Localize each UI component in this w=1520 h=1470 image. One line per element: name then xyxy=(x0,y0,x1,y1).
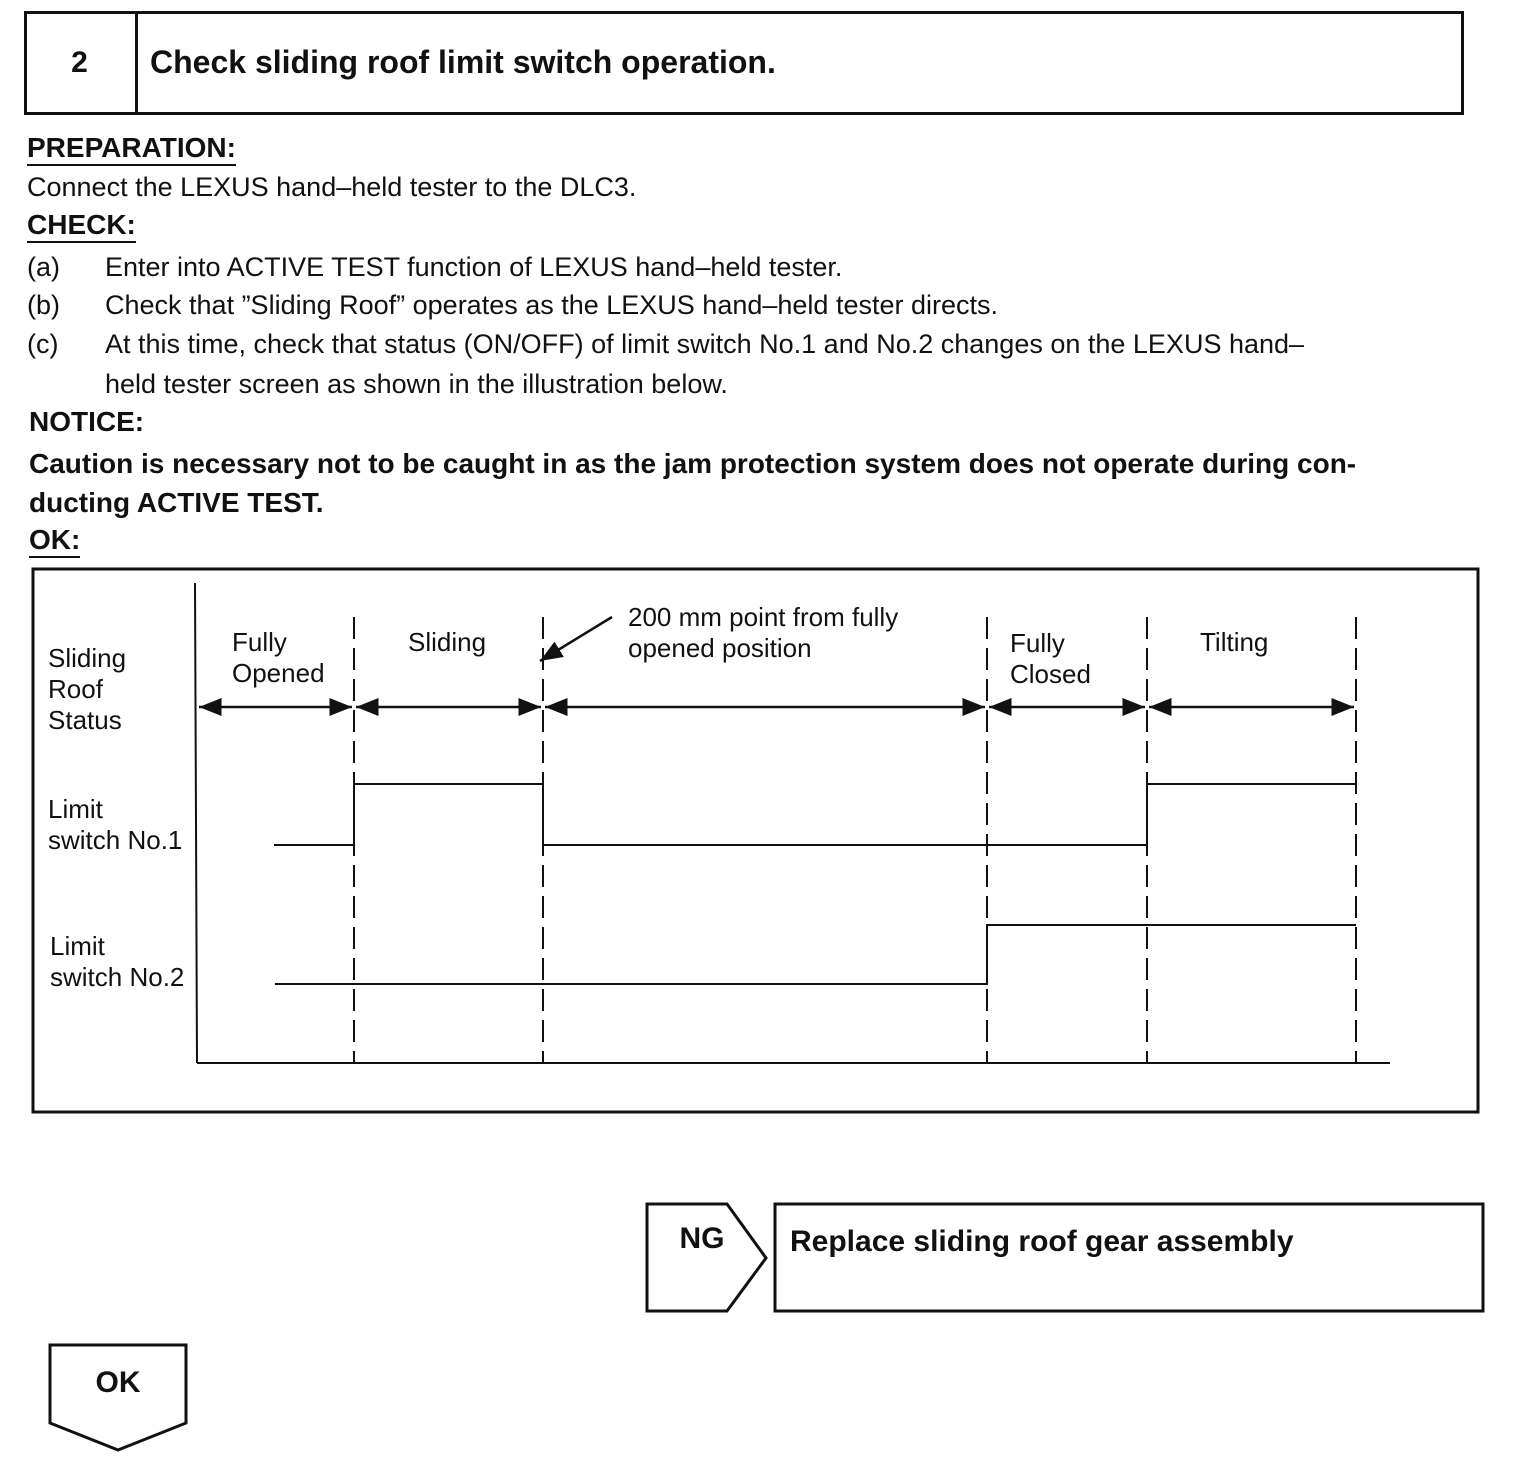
ng-label: NG xyxy=(679,1222,725,1255)
ng-action-text: Replace sliding roof gear assembly xyxy=(790,1225,1294,1258)
row-label-status: Roof xyxy=(48,674,103,704)
preparation-heading: PREPARATION: xyxy=(27,132,236,164)
row-label-switch2: switch No.2 xyxy=(50,962,185,992)
phase-label: Fully xyxy=(232,627,287,657)
phase-label: Fully xyxy=(1010,628,1065,658)
phase-label: Tilting xyxy=(1200,627,1269,657)
notice-heading: NOTICE: xyxy=(29,406,145,437)
row-label-switch1: Limit xyxy=(48,794,103,824)
phase-label: Closed xyxy=(1010,659,1091,689)
row-label-status: Status xyxy=(48,705,122,735)
check-item-mark: (a) xyxy=(27,252,60,282)
step-title: Check sliding roof limit switch operation. xyxy=(150,44,776,80)
preparation-text: Connect the LEXUS hand–held tester to the DLC3. xyxy=(27,172,637,202)
phase-label: opened position xyxy=(628,633,812,663)
ok-label: OK xyxy=(95,1366,141,1399)
check-heading: CHECK: xyxy=(27,209,136,241)
check-item-text: At this time, check that status (ON/OFF) of limit switch No.1 and No.2 changes on the LEXUS hand– xyxy=(105,329,1305,359)
phase-label: Sliding xyxy=(408,627,487,657)
notice-text-line1: Caution is necessary not to be caught in as the jam protection system does not operate during con- xyxy=(29,448,1357,479)
row-label-switch2: Limit xyxy=(50,931,105,961)
ng-tag-shape xyxy=(647,1204,766,1311)
check-item-mark: (c) xyxy=(27,329,59,359)
check-item-text: Enter into ACTIVE TEST function of LEXUS hand–held tester. xyxy=(105,252,843,282)
check-item-mark: (b) xyxy=(27,290,60,320)
check-item-text-continued: held tester screen as shown in the illustration below. xyxy=(105,369,728,399)
check-item-text: Check that ”Sliding Roof” operates as the LEXUS hand–held tester directs. xyxy=(105,290,998,320)
ok-heading: OK: xyxy=(29,524,80,556)
notice-text-line2: ducting ACTIVE TEST. xyxy=(29,487,324,518)
phase-label: Opened xyxy=(232,658,325,688)
row-label-switch1: switch No.1 xyxy=(48,825,183,855)
phase-label: 200 mm point from fully xyxy=(628,602,899,632)
step-number: 2 xyxy=(24,11,138,115)
row-label-status: Sliding xyxy=(48,643,127,673)
